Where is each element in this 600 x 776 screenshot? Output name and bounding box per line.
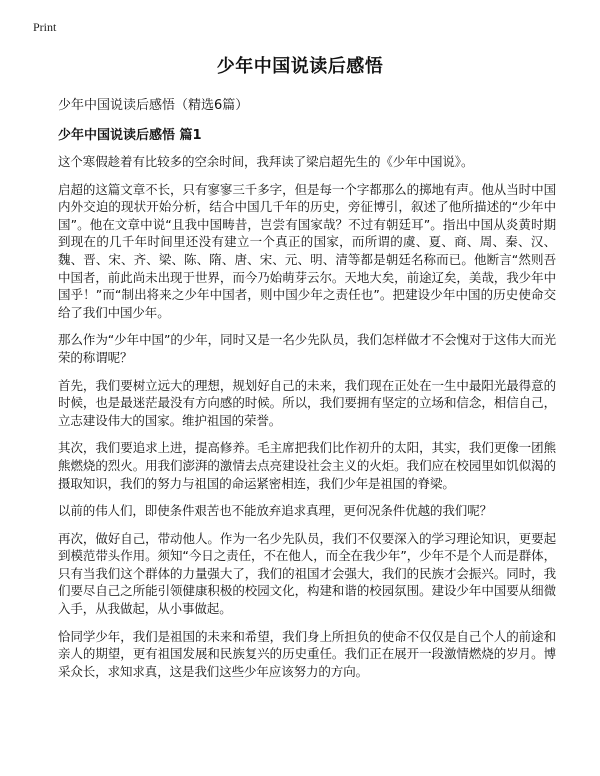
page-title: 少年中国说读后感悟 xyxy=(216,56,384,77)
paragraph-6: 以前的伟人们，即使条件艰苦也不能放弃追求真理，更何况条件优越的我们呢？ xyxy=(58,503,493,519)
paragraph-1: 这个寒假趁着有比较多的空余时间，我拜读了梁启超先生的《少年中国说》。 xyxy=(58,154,474,169)
section-heading: 少年中国说读后感悟 篇1 xyxy=(58,128,202,143)
paragraph-3: 那么作为“少年中国”的少年，同时又是一名少先队员，我们怎样做才不会愧对于这伟大而光荣的称谓呢？ xyxy=(58,332,556,365)
paragraph-5: 其次，我们要追求上进，提高修养。毛主席把我们比作初升的太阳，其实，我们更像一团熊熊燃烧的烈火。用我们澎湃的激情去点亮建设社会主义的火炬。我们应在校园里如饥似渴的摄取知识，我们的努力与祖国的命运紧密相连，我们少年是祖国的脊梁。 xyxy=(58,440,556,491)
paragraph-8: 恰同学少年，我们是祖国的未来和希望，我们身上所担负的使命不仅仅是自己个人的前途和亲人的期望，更有祖国发展和民族复兴的历史重任。我们正在展开一段激情燃烧的岁月。博采众长，求知求真，这是我们这些少年应该努力的方向。 xyxy=(58,628,556,679)
article-body xyxy=(58,153,556,690)
paragraph-2: 启超的这篇文章不长，只有寥寥三千多字，但是每一个字都那么的掷地有声。他从当时中国内外交迫的现状开始分析，结合中国几千年的历史，旁征博引，叙述了他所描述的“少年中国”。他在文章中说“且我中国畴昔，岂尝有国家哉？不过有朝廷耳”。指出中国从炎黄时期到现在的几千年时间里还没有建立一个真正的国家，而所谓的虞、夏、商、周、秦、汉、魏、晋、宋、齐、梁、陈、隋、唐、宋、元、明、清等都是朝廷名称而已。他断言“然则吾中国者，前此尚未出现于世界，而今乃始萌芽云尔。天地大矣，前途辽矣，美哉，我少年中国乎！”而“制出将来之少年中国者，则中国少年之责任也”。把建设少年中国的历史使命交给了我们中国少年。 xyxy=(58,181,556,320)
print-link[interactable]: Print xyxy=(33,20,57,34)
paragraph-7: 再次，做好自己，带动他人。作为一名少先队员，我们不仅要深入的学习理论知识，更要起到模范带头作用。须知“今日之责任，不在他人，而全在我少年”，少年不是个人而是群体，只有当我们这个群体的力量强大了，我们的祖国才会强大，我们的民族才会振兴。同时，我们要尽自己之所能引领健康积极的校园文化，构建和谐的校园氛围。建设少年中国要从细微入手，从我做起，从小事做起。 xyxy=(58,530,556,617)
paragraph-4: 首先，我们要树立远大的理想，规划好自己的未来，我们现在正处在一生中最阳光最得意的时候，也是最迷茫最没有方向感的时候。所以，我们要拥有坚定的立场和信念，相信自己，立志建设伟大的国家。维护祖国的荣誉。 xyxy=(58,377,556,428)
document-subtitle: 少年中国说读后感悟（精选6篇） xyxy=(58,98,249,113)
